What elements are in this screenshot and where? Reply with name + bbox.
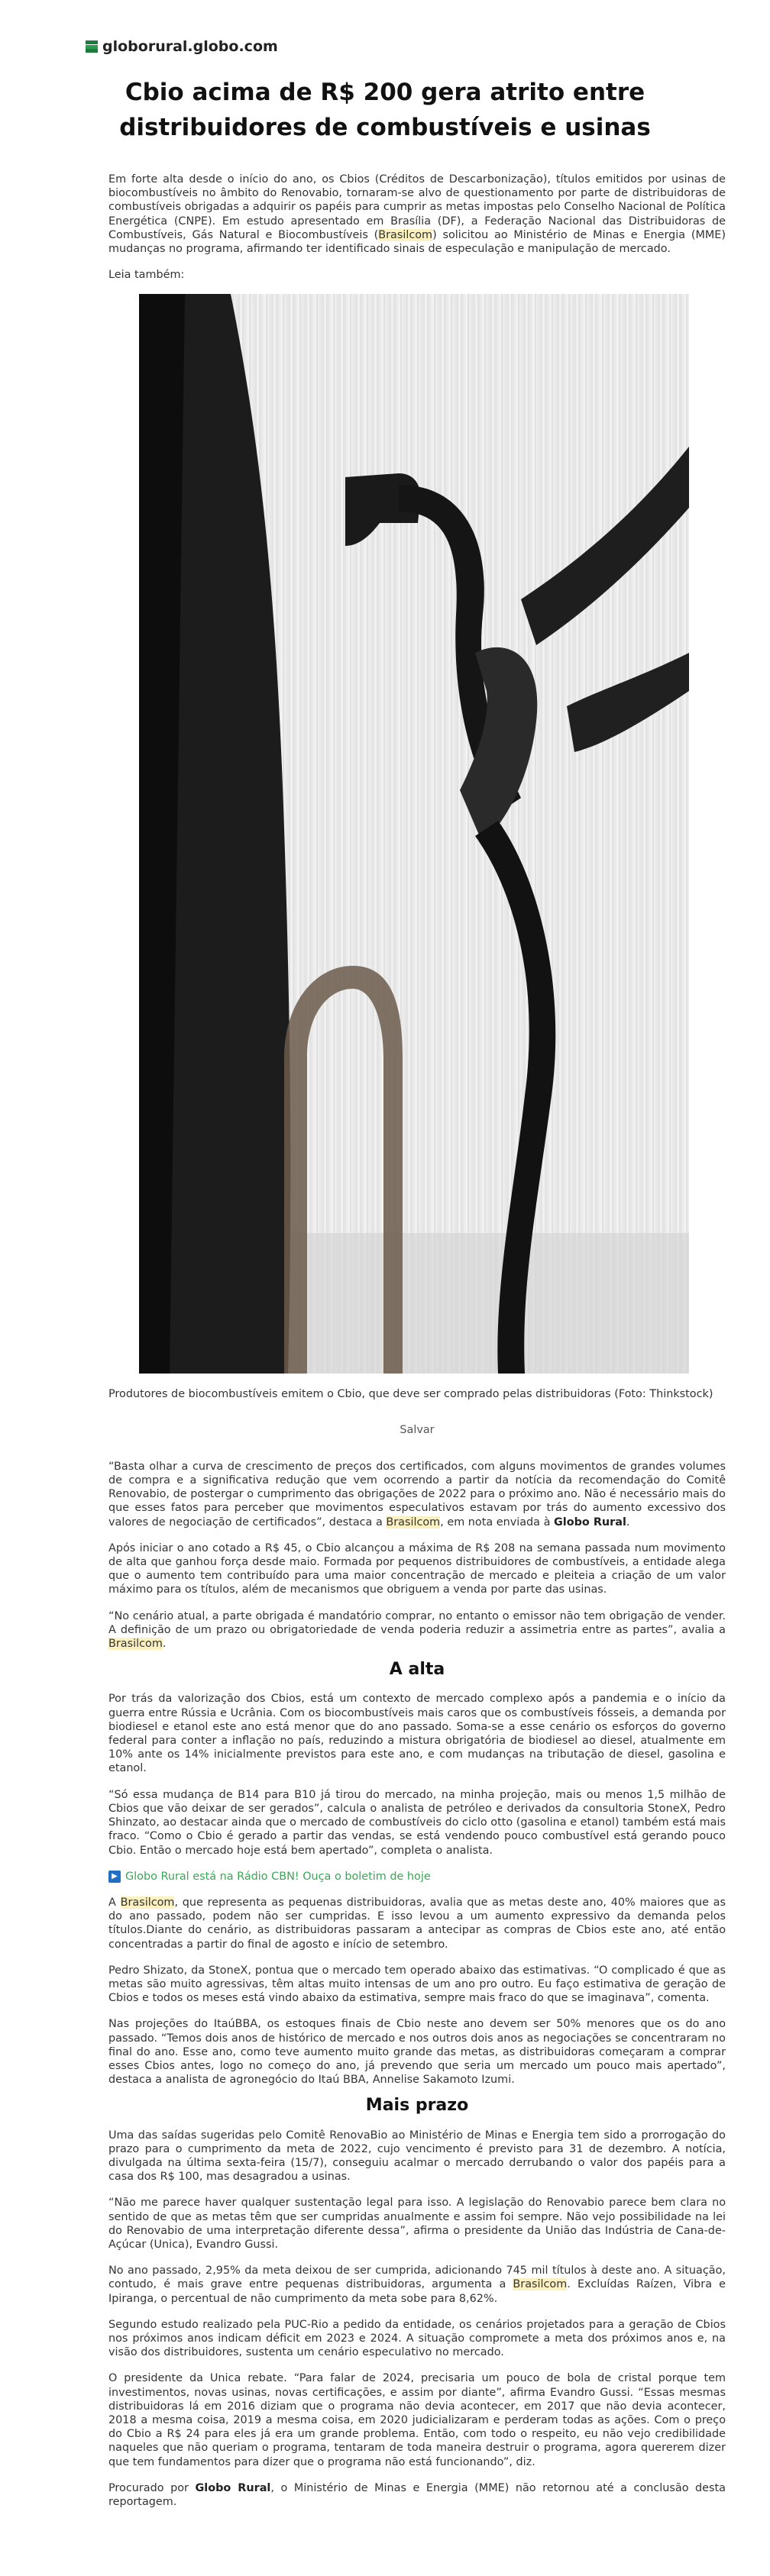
- globo-rural-bold: Globo Rural: [553, 1516, 626, 1528]
- read-also-label: Leia também:: [108, 269, 185, 282]
- paragraph: A Brasilcom, que representa as pequenas distribuidoras, avalia que as metas deste ano, 40% maiores que as do ano passado, podem não ser cumpridas. E isso levou a um aumento expressivo da demanda pelos títulos.Diante do cenário, as distribuidoras passaram a antecipar as compras de Cbios este ano, até então concentradas a partir do final de agosto e início de setembro.: [108, 1896, 726, 1951]
- highlight-brasilcom: Brasilcom: [108, 1638, 163, 1651]
- play-icon: ▶: [108, 1871, 121, 1883]
- save-button[interactable]: Salvar: [400, 1423, 435, 1436]
- paragraph-intro: Em forte alta desde o início do ano, os Cbios (Créditos de Descarbonização), títulos emitidos por usinas de biocombustíveis no âmbito do Renovabio, tornaram-se alvo de questionamento por parte de distribuidoras de combustíveis obrigadas a adquirir os papéis para cumprir as metas impostas pelo Conselho Nacional de Política Energética (CNPE). Em estudo apresentado em Brasília (DF), a Federação Nacional das Distribuidoras de Combustíveis, Gás Natural e Biocombustíveis (Brasilcom) solicitou ao Ministério de Minas e Energia (MME) mudanças no programa, afirmando ter identificado sinais de especulação e manipulação de mercado.: [108, 173, 726, 256]
- photo-caption: Produtores de biocombustíveis emitem o Cbio, que deve ser comprado pelas distribuidoras (Foto: Thinkstock): [108, 1388, 713, 1401]
- section-heading-alta: A alta: [389, 1660, 445, 1680]
- paragraph: “Basta olhar a curva de crescimento de preços dos certificados, com alguns movimentos de grandes volumes de compra e a significativa redução que vem ocorrendo a partir da notícia da recomendação do Comitê Renovabio, de postergar o cumprimento das obrigações de 2022 para o próximo ano. Não é necessário mais do que esses fatos para perceber que movimentos especulativos estavam por trás do aumento excessivo dos valores de negociação de certificados”, destaca a Brasilcom, em nota enviada à Globo Rural.: [108, 1460, 726, 1528]
- paragraph: Por trás da valorização dos Cbios, está um contexto de mercado complexo após a pandemia e o início da guerra entre Rússia e Ucrânia. Com os biocombustíveis mais caros que os combustíveis fósseis, a demanda por biodiesel e etanol este ano está menor que do ano passado. Soma-se a esse cenário os esforços do governo federal para conter a inflação no país, reduzindo a mistura obrigatória de biodiesel ao diesel, atualmente em 10% ante os 14% inicialmente previstos para este ano, e com mudanças na tributação de diesel, gasolina e etanol.: [108, 1693, 726, 1775]
- highlight-brasilcom: Brasilcom: [386, 1516, 441, 1528]
- paragraph: Uma das saídas sugeridas pelo Comitê RenovaBio ao Ministério de Minas e Energia tem sido a prorrogação do prazo para o cumprimento da meta de 2022, cujo vencimento é previsto para 31 de dezembro. A notícia, divulgada na última sexta-feira (15/7), conseguiu acalmar o mercado derrubando o valor dos papéis para a casa dos R$ 100, mas desagradou a usinas.: [108, 2129, 726, 2184]
- globo-rural-bold: Globo Rural: [195, 2481, 271, 2494]
- site-domain: globorural.globo.com: [102, 38, 278, 55]
- paragraph: “Não me parece haver qualquer sustentação legal para isso. A legislação do Renovabio parece bem clara no sentido de que as metas têm que ser cumpridas anualmente e assim foi sempre. Não vejo possibilidade na lei do Renovabio de uma interpretação diferente dessa”, afirma o presidente da União das Indústria de Cana-de-Açúcar (Unica), Evandro Gussi.: [108, 2197, 726, 2251]
- paragraph: Pedro Shizato, da StoneX, pontua que o mercado tem operado abaixo das estimativas. “O complicado é que as metas são muito agressivas, têm altas muito intensas de um ano pro outro. Eu faço estimativa de geração de Cbios e todos os meses está vindo abaixo da estimativa, sempre mais fraco do que se imaginava”, comenta.: [108, 1964, 726, 2005]
- paragraph: O presidente da Unica rebate. “Para falar de 2024, precisaria um pouco de bola de cristal porque tem investimentos, novas usinas, novas certificações, e assim por diante”, afirma Evandro Gussi. “Essas mesmas distribuidoras lá em 2016 diziam que o programa não devia acontecer, em 2017 que não devia acontecer, 2018 a mesma coisa, 2019 a mesma coisa, em 2020 judicializaram e perderam todas as ações. Com o preço do Cbio a R$ 24 para eles já era um grande problema. Então, com todo o respeito, eu não vejo credibilidade naqueles que não queriam o programa, tentaram de toda maneira destruir o programa, agora quererem dizer que tem fundamentos para dizer que o programa não está funcionando”, diz.: [108, 2372, 726, 2468]
- paragraph: No ano passado, 2,95% da meta deixou de ser cumprida, adicionando 745 mil títulos à deste ano. A situação, contudo, é mais grave entre pequenas distribuidoras, argumenta a Brasilcom. Excluídas Raízen, Vibra e Ipiranga, o percentual de não cumprimento da meta sobe para 8,62%.: [108, 2264, 726, 2305]
- highlight-brasilcom: Brasilcom: [120, 1896, 175, 1909]
- paragraph: “No cenário atual, a parte obrigada é mandatório comprar, no entanto o emissor não tem obrigação de vender. A definição de um prazo ou obrigatoriedade de venda poderia reduzir a assimetria entre as partes”, avalia a Brasilcom.: [108, 1609, 726, 1651]
- article-photo-fuel-nozzle: [139, 294, 689, 1374]
- cbn-link-text[interactable]: Globo Rural está na Rádio CBN! Ouça o boletim de hoje: [125, 1870, 431, 1883]
- article-body: [108, 173, 726, 2521]
- highlight-brasilcom: Brasilcom: [513, 2278, 568, 2291]
- article-title: Cbio acima de R$ 200 gera atrito entre distribuidores de combustíveis e usinas: [119, 79, 651, 141]
- site-header[interactable]: [86, 38, 278, 55]
- paragraph: Procurado por Globo Rural, o Ministério de Minas e Energia (MME) não retornou até a conclusão desta reportagem.: [108, 2481, 726, 2509]
- cbn-boletim-link[interactable]: [108, 1870, 726, 1884]
- paragraph: “Só essa mudança de B14 para B10 já tirou do mercado, na minha projeção, mais ou menos 1,5 milhão de Cbios que vão deixar de ser gerados”, calcula o analista de petróleo e derivados da consultoria StoneX, Pedro Shinzato, ao destacar ainda que o mercado de combustíveis do ciclo otto (gasolina e etanol) também está mais fraco. “Como o Cbio é gerado a partir das vendas, se está vendendo pouco combustível está gerando pouco Cbio. Então o mercado hoje está bem apertado”, completa o analista.: [108, 1788, 726, 1857]
- highlight-brasilcom: Brasilcom: [378, 228, 433, 241]
- globo-rural-logo-icon: [86, 40, 98, 53]
- section-heading-mais-prazo: Mais prazo: [365, 2096, 469, 2116]
- paragraph: Após iniciar o ano cotado a R$ 45, o Cbio alcançou a máxima de R$ 208 na semana passada num movimento de alta que ganhou força desde maio. Formada por pequenos distribuidores de combustíveis, a entidade alega que o aumento tem contribuído para uma maior concentração de mercado e pleiteia a criação de um valor máximo para os títulos, além de mecanismos que obriguem a venda por parte das usinas.: [108, 1541, 726, 1596]
- paragraph: Segundo estudo realizado pela PUC-Rio a pedido da entidade, os cenários projetados para a geração de Cbios nos próximos anos indicam déficit em 2023 e 2024. A situação compromete a meta dos próximos anos e, na visão dos distribuidores, sustenta um cenário especulativo no mercado.: [108, 2318, 726, 2359]
- paragraph: Nas projeções do ItaúBBA, os estoques finais de Cbio neste ano devem ser 50% menores que os do ano passado. “Temos dois anos de histórico de mercado e nos outros dois anos as negociações se concentraram no final do ano. Esse ano, como teve aumento muito grande das metas, as distribuidoras começaram a comprar esses Cbios antes, logo no começo do ano, já prevendo que seria um mercado um pouco mais apertado”, destaca a analista de agronegócio do Itaú BBA, Annelise Sakamoto Izumi.: [108, 2018, 726, 2087]
